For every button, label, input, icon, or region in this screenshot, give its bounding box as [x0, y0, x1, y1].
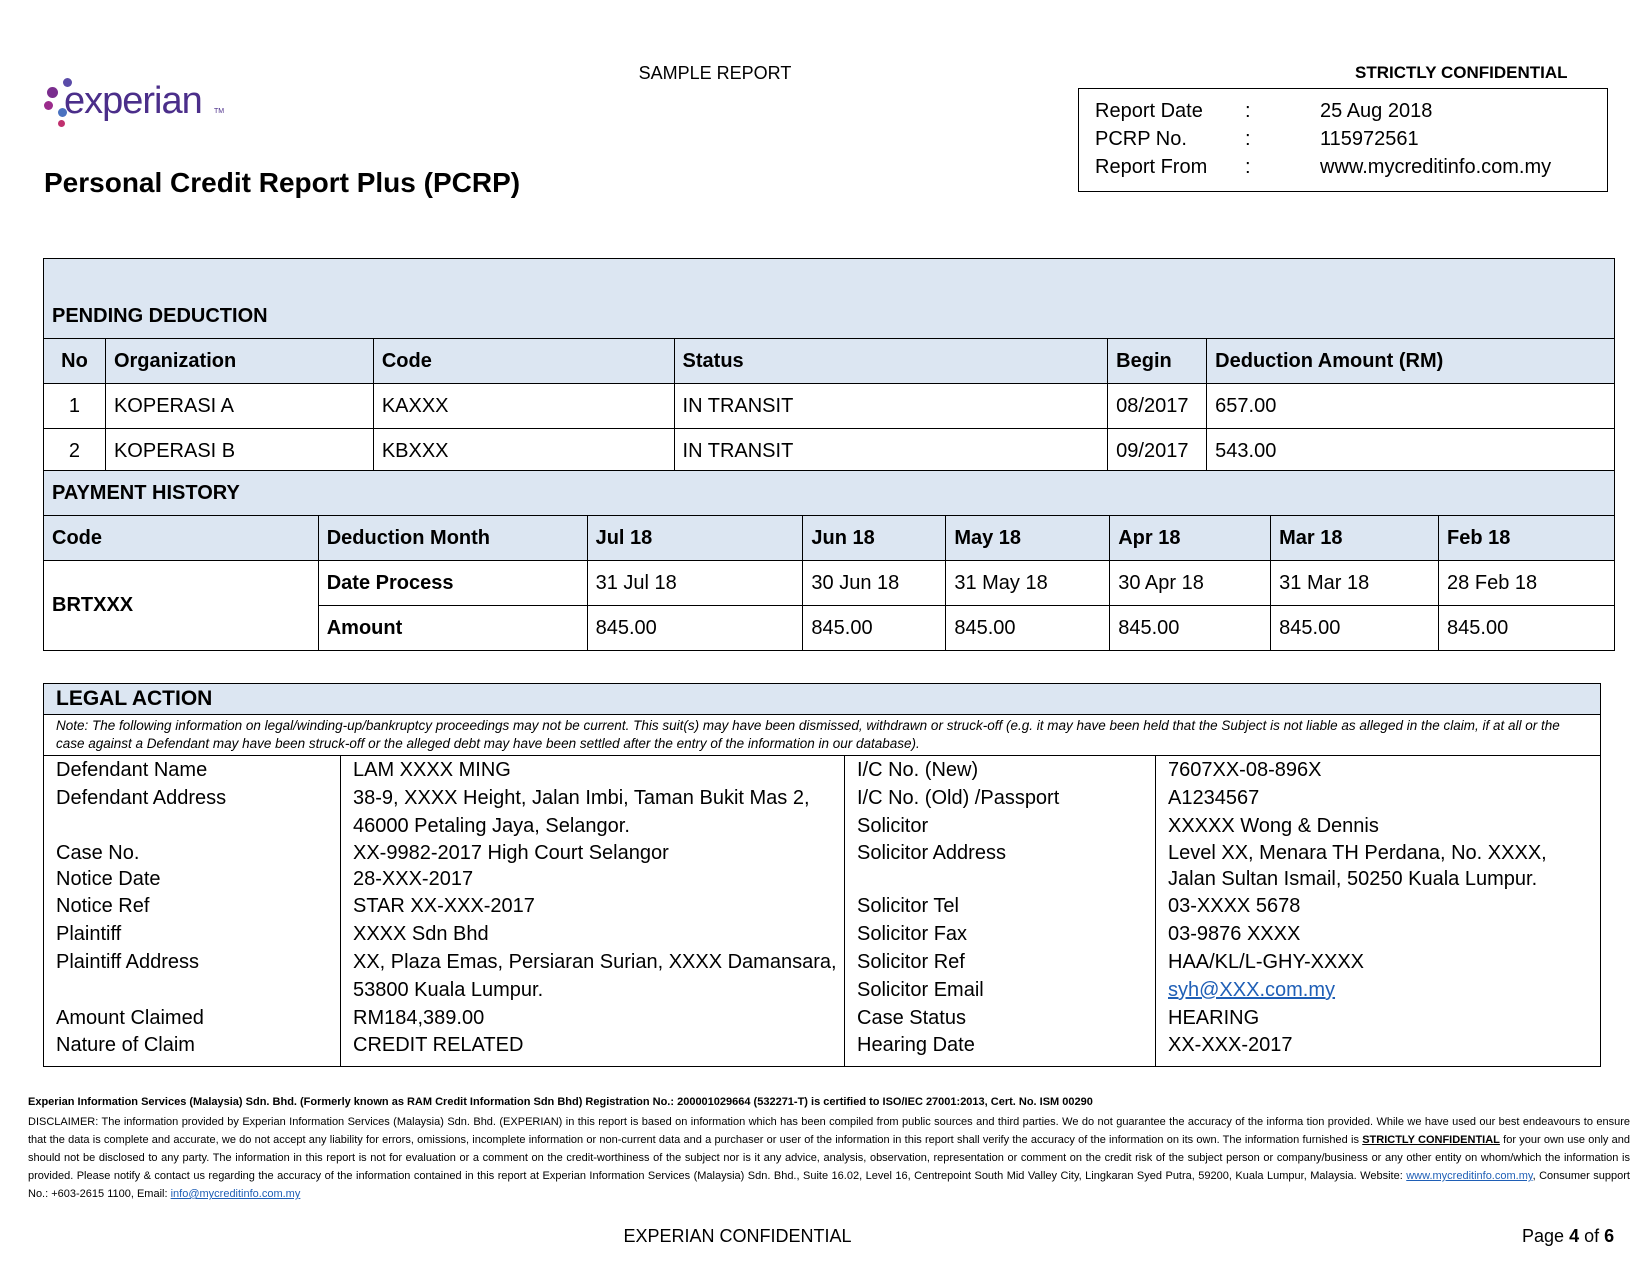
payment-history-table [43, 470, 1615, 651]
field-value: Level XX, Menara TH Perdana, No. XXXX, [1168, 842, 1547, 864]
info-label: Report Date [1095, 99, 1203, 122]
info-value: www.mycreditinfo.com.my [1320, 155, 1552, 178]
field-label: Amount Claimed [56, 1007, 204, 1029]
table-cell: KBXXX [373, 429, 674, 474]
column-header: Mar 18 [1271, 516, 1439, 561]
table-cell: 543.00 [1207, 429, 1615, 474]
column-header: Begin [1108, 339, 1207, 384]
info-label: PCRP No. [1095, 127, 1187, 150]
field-value: 03-9876 XXXX [1168, 923, 1301, 945]
table-cell: 28 Feb 18 [1439, 561, 1615, 606]
table-cell: 1 [44, 384, 106, 429]
report-info-box [1078, 88, 1608, 192]
field-value: 38-9, XXXX Height, Jalan Imbi, Taman Bukit Mas 2, [353, 787, 810, 809]
column-header: Deduction Amount (RM) [1207, 339, 1615, 384]
field-label: Hearing Date [857, 1034, 975, 1056]
table-cell: IN TRANSIT [674, 429, 1108, 474]
field-value: 53800 Kuala Lumpur. [353, 979, 544, 1001]
column-header: No [44, 339, 106, 384]
disclaimer-text: DISCLAIMER: The information provided by Experian Information Services (Malaysia) Sdn. Bhd. (EXPERIAN) in this report is based on information which has been compiled from public sources and third parties. We do not guarantee the accuracy of the informa tion provided. While we have used our best endeavours to ensure that the data is complete and accurate, we do not accept any liability for errors, omissions, incomplete information or non-current data and a purchaser or user of the information in this report shall verify the accuracy of the information on its own. The information furnished is [28, 1116, 1630, 1146]
legal-action-title: LEGAL ACTION [44, 684, 1600, 715]
left-values-column [340, 756, 844, 1066]
field-label: Case No. [56, 842, 140, 864]
page-current: 4 [1569, 1226, 1580, 1246]
table-cell: 845.00 [587, 606, 803, 651]
table-cell: 845.00 [946, 606, 1110, 651]
right-values-column [1155, 756, 1600, 1066]
field-value: RM184,389.00 [353, 1007, 485, 1029]
table-cell: 2 [44, 429, 106, 474]
table-cell: IN TRANSIT [674, 384, 1108, 429]
column-header: May 18 [946, 516, 1110, 561]
table-row [44, 384, 1615, 429]
field-value: Jalan Sultan Ismail, 50250 Kuala Lumpur. [1168, 868, 1538, 890]
field-label: Notice Date [56, 868, 161, 890]
table-cell: 30 Jun 18 [803, 561, 946, 606]
info-sep: : [1245, 99, 1251, 122]
table-cell: 845.00 [1110, 606, 1271, 651]
column-header: Feb 18 [1439, 516, 1615, 561]
table-cell: 31 May 18 [946, 561, 1110, 606]
column-header: Organization [105, 339, 373, 384]
field-label: Nature of Claim [56, 1034, 195, 1056]
field-label: Defendant Address [56, 787, 227, 809]
experian-confidential-label: EXPERIAN CONFIDENTIAL [623, 1226, 852, 1246]
table-cell: KAXXX [373, 384, 674, 429]
table-cell: 30 Apr 18 [1110, 561, 1271, 606]
info-label: Report From [1095, 155, 1208, 178]
page-total: 6 [1604, 1226, 1615, 1246]
payment-history-title: PAYMENT HISTORY [44, 471, 1615, 516]
footer-company-info: Experian Information Services (Malaysia) Sdn. Bhd. (Formerly known as RAM Credit Information Sdn Bhd) Registration No.: 200001029664 (532271-T) is certified to ISO/IEC 27001:2013, Cert. No. ISM 00290 [28, 1096, 1093, 1108]
experian-logo [44, 78, 234, 138]
field-value: 46000 Petaling Jaya, Selangor. [353, 815, 630, 837]
info-row-pcrp-no [1095, 125, 1591, 153]
table-cell: 31 Mar 18 [1271, 561, 1439, 606]
row-label: Amount [318, 606, 587, 651]
column-header: Jun 18 [803, 516, 946, 561]
field-value: LAM XXXX MING [353, 759, 511, 781]
table-cell: 09/2017 [1108, 429, 1207, 474]
table-cell: 31 Jul 18 [587, 561, 803, 606]
table-cell: 845.00 [803, 606, 946, 651]
field-value: XX-9982-2017 High Court Selangor [353, 842, 669, 864]
field-label: Solicitor Tel [857, 895, 959, 917]
field-value: HEARING [1168, 1007, 1260, 1029]
table-row [44, 561, 1615, 606]
field-value: STAR XX-XXX-2017 [353, 895, 535, 917]
page-number [1522, 1226, 1614, 1247]
strictly-confidential-label: STRICTLY CONFIDENTIAL [1355, 63, 1568, 82]
table-cell: KOPERASI B [105, 429, 373, 474]
disclaimer-text: , Consumer support No.: +603-2615 1100, Email: [28, 1170, 1630, 1200]
field-label: Solicitor Fax [857, 923, 968, 945]
disclaimer [28, 1113, 1630, 1203]
field-value: XX, Plaza Emas, Persiaran Surian, XXXX Damansara, [353, 951, 837, 973]
table-cell: 657.00 [1207, 384, 1615, 429]
table-cell: 08/2017 [1108, 384, 1207, 429]
table-cell: 845.00 [1439, 606, 1615, 651]
info-row-report-from [1095, 153, 1591, 181]
email-link[interactable]: info@mycreditinfo.com.my [170, 1188, 301, 1200]
logo-wordmark: experian [64, 80, 202, 122]
column-header: Code [373, 339, 674, 384]
table-row [44, 429, 1615, 474]
info-value: 25 Aug 2018 [1320, 99, 1433, 122]
field-label: Case Status [857, 1007, 966, 1029]
field-value: CREDIT RELATED [353, 1034, 524, 1056]
column-header: Deduction Month [318, 516, 587, 561]
payment-code: BRTXXX [44, 561, 319, 651]
field-value: HAA/KL/L-GHY-XXXX [1168, 951, 1365, 973]
field-label: I/C No. (New) [857, 759, 979, 781]
legal-action-note: Note: The following information on legal/winding-up/bankruptcy proceedings may not be current. This suit(s) may have been dismissed, withdrawn or struck-off (e.g. it may have been held that the Subject is not liable as alleged in the claim, if at all or the case against a Defendant may have been struck-off or the alleged debt may have been settled after the entry of the information in our database). [44, 715, 1600, 756]
field-label: Defendant Name [56, 759, 208, 781]
field-label [56, 812, 328, 840]
info-sep: : [1245, 127, 1251, 150]
page-prefix: Page [1522, 1226, 1565, 1246]
table-cell: 845.00 [1271, 606, 1439, 651]
field-label: Solicitor Email [857, 979, 984, 1001]
right-labels-column [844, 756, 1155, 1066]
column-header: Status [674, 339, 1108, 384]
website-link[interactable]: www.mycreditinfo.com.my [1406, 1170, 1533, 1182]
page-of: of [1584, 1226, 1600, 1246]
info-value: 115972561 [1320, 127, 1419, 150]
field-label: Plaintiff [56, 923, 122, 945]
field-value: XXXXX Wong & Dennis [1168, 815, 1379, 837]
field-label [857, 866, 1143, 892]
pending-deduction-table [43, 258, 1615, 474]
pending-deduction-title: PENDING DEDUCTION [44, 259, 1615, 339]
row-label: Date Process [318, 561, 587, 606]
solicitor-email-link[interactable]: syh@XXX.com.my [1168, 979, 1336, 1001]
field-value: 28-XXX-2017 [353, 868, 474, 890]
left-labels-column [44, 756, 340, 1066]
field-value: XXXX Sdn Bhd [353, 923, 489, 945]
field-label: I/C No. (Old) /Passport [857, 787, 1060, 809]
field-label: Solicitor Address [857, 842, 1006, 864]
field-value: XX-XXX-2017 [1168, 1034, 1293, 1056]
report-title: Personal Credit Report Plus (PCRP) [44, 167, 521, 198]
legal-action-section [43, 683, 1601, 1067]
field-label [56, 976, 328, 1004]
disclaimer-text: for your own use only and should not be disclosed to any party. The information in this report is not for evaluation or a comment on the credit-worthiness of the subject nor is it any advice, analysis, observation, representation or comment on the credit risk of the subject person or company/business or any other entity on whom/which the information is provided. Please notify & contact us regarding the accuracy of the information contained in this report at Experian Information Services (Malaysia) Sdn. Bhd., Suite 16.02, Level 16, Centrepoint South Mid Valley City, Lingkaran Syed Putra, 59200, Kuala Lumpur, Malaysia. Website: [28, 1134, 1630, 1182]
field-value: 7607XX-08-896X [1168, 759, 1322, 781]
column-header: Apr 18 [1110, 516, 1271, 561]
field-value: 03-XXXX 5678 [1168, 895, 1301, 917]
column-header: Code [44, 516, 319, 561]
info-row-report-date [1095, 97, 1591, 125]
field-label: Plaintiff Address [56, 951, 200, 973]
column-header: Jul 18 [587, 516, 803, 561]
logo-tm: TM [214, 108, 225, 115]
field-value: A1234567 [1168, 787, 1260, 809]
disclaimer-strict: STRICTLY CONFIDENTIAL [1362, 1134, 1500, 1146]
field-label: Solicitor [857, 815, 929, 837]
field-label: Notice Ref [56, 895, 150, 917]
sample-report-label: SAMPLE REPORT [638, 63, 792, 83]
field-label: Solicitor Ref [857, 951, 965, 973]
table-cell: KOPERASI A [105, 384, 373, 429]
info-sep: : [1245, 155, 1251, 178]
